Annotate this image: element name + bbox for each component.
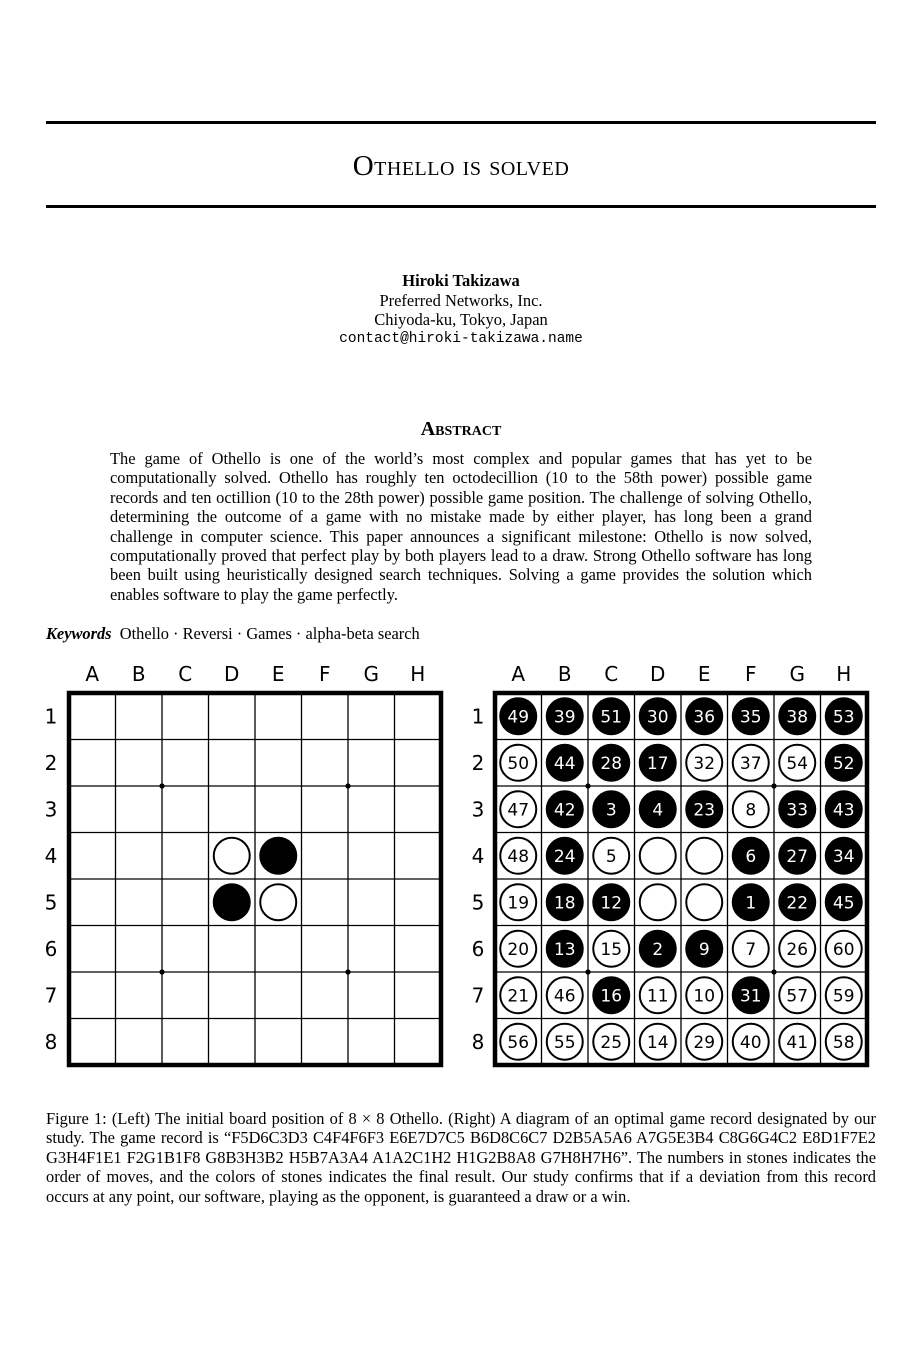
- row-label-4: 4: [471, 843, 485, 868]
- initial-stone-black-e4: [260, 838, 296, 874]
- game-stone-white-e5: [686, 884, 722, 920]
- move-number-g8: 41: [786, 1032, 809, 1053]
- star-point: [585, 969, 590, 974]
- column-label-d: D: [650, 662, 666, 686]
- column-label-e: E: [271, 662, 285, 686]
- star-point: [159, 783, 164, 788]
- game-stone-white-e4: [686, 838, 722, 874]
- column-label-h: H: [836, 662, 852, 686]
- move-number-d6: 2: [652, 939, 664, 960]
- move-number-h8: 58: [832, 1032, 855, 1053]
- author-email[interactable]: contact@hiroki-takizawa.name: [339, 330, 583, 347]
- initial-stone-white-e5: [260, 884, 296, 920]
- move-number-h5: 45: [832, 893, 855, 914]
- move-number-b5: 18: [553, 893, 576, 914]
- author-location: Chiyoda-ku, Tokyo, Japan: [374, 310, 548, 329]
- move-number-d2: 17: [646, 753, 669, 774]
- move-number-d8: 14: [646, 1032, 669, 1053]
- move-number-e1: 36: [693, 707, 716, 728]
- keywords-line: [46, 624, 876, 644]
- move-number-c2: 28: [600, 753, 623, 774]
- move-number-a5: 19: [507, 893, 530, 914]
- row-label-5: 5: [44, 890, 58, 915]
- move-number-a7: 21: [507, 986, 530, 1007]
- author-block: [46, 271, 876, 349]
- move-number-c5: 12: [600, 893, 623, 914]
- title-rule-bottom: [46, 205, 876, 208]
- move-number-c1: 51: [600, 707, 623, 728]
- row-label-3: 3: [471, 797, 485, 822]
- move-number-f2: 37: [739, 753, 762, 774]
- move-number-e2: 32: [693, 753, 716, 774]
- move-number-g5: 22: [786, 893, 809, 914]
- move-number-h2: 52: [832, 753, 855, 774]
- column-label-g: G: [363, 662, 379, 686]
- move-number-a3: 47: [507, 800, 530, 821]
- move-number-e8: 29: [693, 1032, 716, 1053]
- move-number-f6: 7: [745, 939, 757, 960]
- star-point: [159, 969, 164, 974]
- move-number-b7: 46: [553, 986, 576, 1007]
- move-number-c4: 5: [605, 846, 617, 867]
- row-label-7: 7: [44, 983, 58, 1008]
- row-label-8: 8: [44, 1029, 58, 1054]
- move-number-f1: 35: [739, 707, 762, 728]
- move-number-f5: 1: [745, 893, 757, 914]
- move-number-d1: 30: [646, 707, 669, 728]
- move-number-a2: 50: [507, 753, 530, 774]
- column-label-f: F: [744, 662, 757, 686]
- star-point: [771, 969, 776, 974]
- move-number-a1: 49: [507, 707, 530, 728]
- column-label-h: H: [410, 662, 426, 686]
- move-number-b4: 24: [553, 846, 576, 867]
- move-number-e6: 9: [698, 939, 710, 960]
- row-label-7: 7: [471, 983, 485, 1008]
- move-number-h1: 53: [832, 707, 855, 728]
- move-number-b1: 39: [553, 707, 576, 728]
- row-label-6: 6: [44, 936, 58, 961]
- column-label-a: A: [511, 662, 526, 686]
- move-number-c6: 15: [600, 939, 623, 960]
- row-label-8: 8: [471, 1029, 485, 1054]
- move-number-a4: 48: [507, 846, 530, 867]
- column-label-b: B: [131, 662, 146, 686]
- move-number-f4: 6: [745, 846, 757, 867]
- title-rule-top: [46, 121, 876, 124]
- star-point: [585, 783, 590, 788]
- move-number-d7: 11: [646, 986, 669, 1007]
- move-number-g7: 57: [786, 986, 809, 1007]
- move-number-f7: 31: [739, 986, 762, 1007]
- column-label-c: C: [604, 662, 619, 686]
- move-number-a6: 20: [507, 939, 530, 960]
- figure-boards: [30, 652, 880, 1077]
- move-number-c3: 3: [605, 800, 617, 821]
- row-label-3: 3: [44, 797, 58, 822]
- author-affiliation: Preferred Networks, Inc.: [379, 290, 543, 310]
- row-label-2: 2: [44, 750, 58, 775]
- move-number-d3: 4: [652, 800, 664, 821]
- move-number-a8: 56: [507, 1032, 530, 1053]
- move-number-h6: 60: [832, 939, 855, 960]
- column-label-e: E: [697, 662, 711, 686]
- move-number-g3: 33: [786, 800, 809, 821]
- column-label-d: D: [224, 662, 240, 686]
- move-number-g4: 27: [786, 846, 809, 867]
- star-point: [345, 783, 350, 788]
- move-number-b8: 55: [553, 1032, 576, 1053]
- initial-stone-black-d5: [214, 884, 250, 920]
- row-label-5: 5: [471, 890, 485, 915]
- row-label-6: 6: [471, 936, 485, 961]
- star-point: [345, 969, 350, 974]
- author-name: Hiroki Takizawa: [402, 271, 520, 290]
- move-number-h3: 43: [832, 800, 855, 821]
- move-number-c7: 16: [600, 986, 623, 1007]
- abstract-heading: Abstract: [420, 418, 502, 440]
- keywords-label: Keywords: [46, 624, 112, 643]
- row-label-2: 2: [471, 750, 485, 775]
- move-number-e7: 10: [693, 986, 716, 1007]
- move-number-f8: 40: [739, 1032, 762, 1053]
- star-point: [771, 783, 776, 788]
- column-label-b: B: [557, 662, 572, 686]
- move-number-b2: 44: [553, 753, 576, 774]
- row-label-4: 4: [44, 843, 58, 868]
- row-label-1: 1: [471, 704, 485, 729]
- game-stone-white-d4: [640, 838, 676, 874]
- initial-board: [45, 662, 441, 1065]
- game-record-board: [472, 662, 867, 1065]
- move-number-g1: 38: [786, 707, 809, 728]
- move-number-h7: 59: [832, 986, 855, 1007]
- abstract-text: The game of Othello is one of the world’s most complex and popular games that has yet to be computationally solved. Othello has roughly ten octodecillion (10 to the 58th power) possible game records and ten octillion (10 to the 28th power) possible game position. The challenge of solving Othello, determining the outcome of a game with no mistake made by either player, has long been a grand challenge in computer science. This paper announces a significant milestone: Othello is now solved, computationally proved that perfect play by both players lead to a draw. Strong Othello software has long been built using heuristically designed search techniques. Solving a game provides the solution which enables software to play the game perfectly.: [110, 449, 812, 604]
- column-label-g: G: [789, 662, 805, 686]
- move-number-g6: 26: [786, 939, 809, 960]
- move-number-c8: 25: [600, 1032, 623, 1053]
- paper-title: Othello is solved: [352, 150, 570, 182]
- row-label-1: 1: [44, 704, 58, 729]
- move-number-b6: 13: [553, 939, 576, 960]
- column-label-f: F: [318, 662, 331, 686]
- move-number-g2: 54: [786, 753, 809, 774]
- column-label-c: C: [178, 662, 193, 686]
- move-number-f3: 8: [745, 800, 757, 821]
- initial-stone-white-d4: [214, 838, 250, 874]
- column-label-a: A: [85, 662, 100, 686]
- move-number-e3: 23: [693, 800, 716, 821]
- move-number-h4: 34: [832, 846, 855, 867]
- game-stone-white-d5: [640, 884, 676, 920]
- figure-caption: Figure 1: (Left) The initial board position of 8 × 8 Othello. (Right) A diagram of an optimal game record designated by our study. The game record is “F5D6C3D3 C4F4F6F3 E6E7D7C5 B6D8C6C7 D2B5A5A6 A7G5E3B4 C8G6G4C2 E8D1F7E2 G3H4F1E1 F2G1B1F8 G8B3H3B2 H5B7A3A4 A1A2C1H2 H1G2B8A8 G7H8H7H6”. The numbers in stones indicates the order of moves, and the colors of stones indicates the final result. Our study confirms that if a deviation from this record occurs at any point, our software, playing as the opponent, is guaranteed a draw or a win.: [46, 1109, 876, 1206]
- keywords-text: Othello · Reversi · Games · alpha-beta search: [119, 624, 420, 643]
- move-number-b3: 42: [553, 800, 576, 821]
